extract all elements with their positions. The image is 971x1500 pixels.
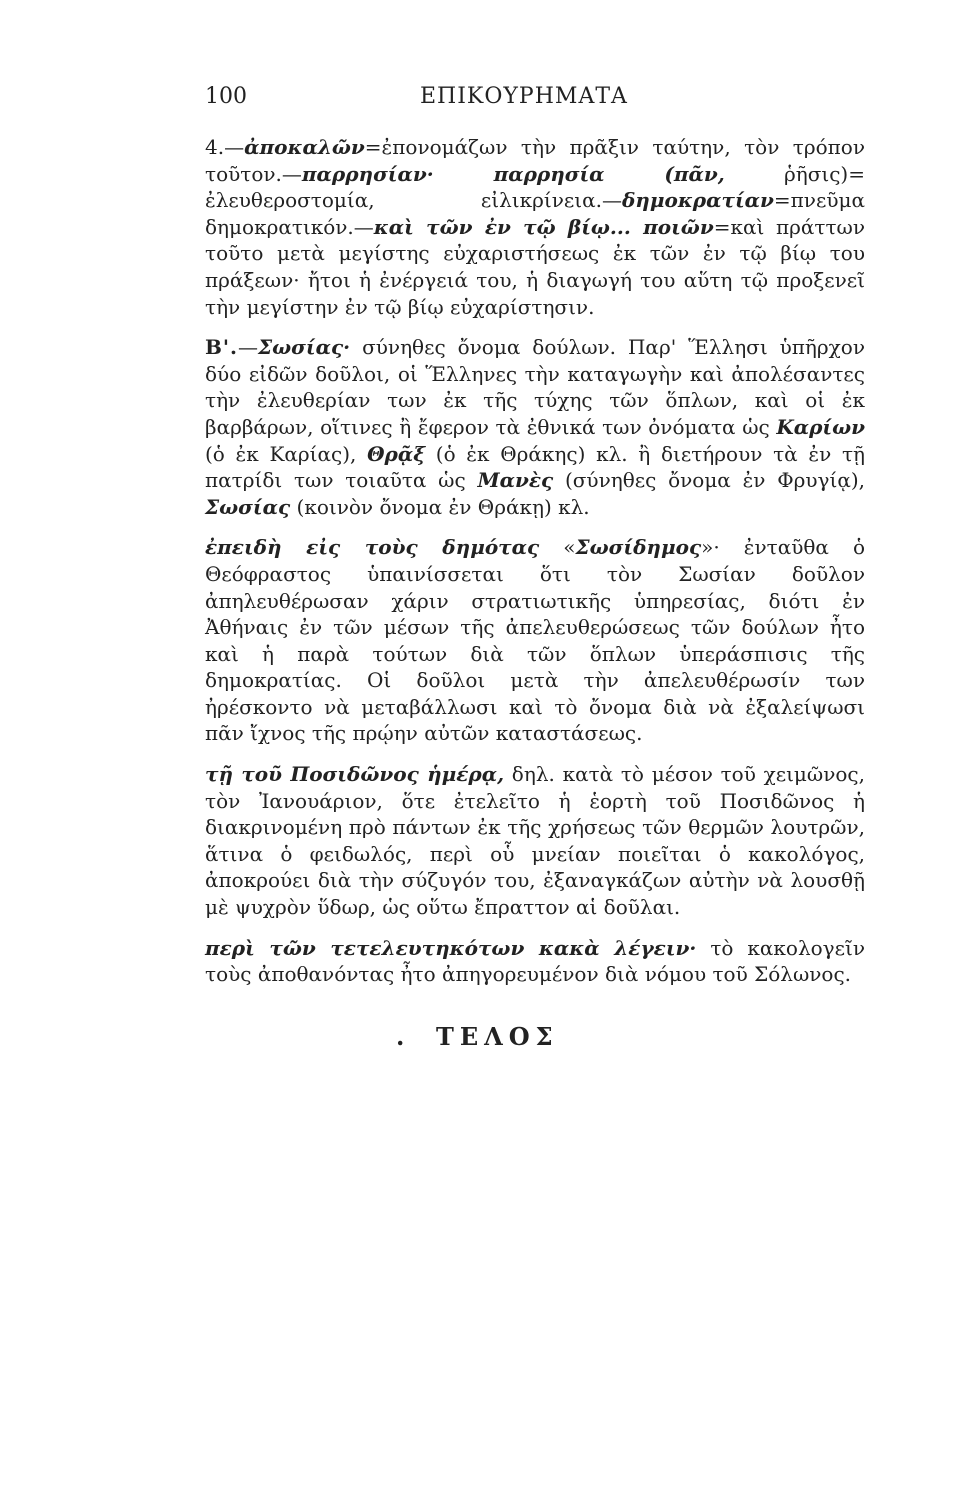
lemma: ἀποκαλῶν — [244, 135, 365, 159]
note-text: =καὶ πράττων τοῦτο μετὰ μεγίστης εὐχαριστήσεως ἐκ τῶν ἐν τῷ βίῳ του πράξεων· ἤτοι ἡ ἐνέργειά του, ἡ διαγωγή του αὕτη τῷ προξενεῖ τὴν μεγίστην ἐν τῷ βίῳ εὐχαρίστησιν. — [205, 214, 865, 319]
note-text: 4.— — [205, 135, 245, 159]
note-text: (ὁ ἐκ Καρίας), — [205, 441, 357, 466]
note-paragraph-demotes — [205, 534, 865, 747]
note-text: ῥῆσις)= ἐλευθεροστομία, εἰλικρίνεια.— — [205, 161, 865, 213]
name-term: Καρίων — [776, 414, 865, 439]
note-text: « — [539, 535, 576, 560]
name-term: Σωσίας — [205, 494, 291, 519]
note-text: (σύνηθες ὄνομα ἐν Φρυγίᾳ), — [553, 468, 865, 493]
note-text: (κοινὸν ὄνομα ἐν Θράκῃ) κλ. — [290, 494, 590, 519]
name-term: Σωσίδημος — [575, 535, 702, 560]
end-word: ΤΕΛΟΣ — [436, 1022, 559, 1051]
lemma: τῇ τοῦ Ποσιδῶνος ἡμέρᾳ, — [205, 762, 505, 787]
note-text: δηλ. κατὰ τὸ μέσον τοῦ χειμῶνος, τὸν Ἰανουάριον, ὅτε ἐτελεῖτο ἡ ἑορτὴ τοῦ Ποσιδῶνος ἡ διακρινομένη πρὸ πάντων ἐκ τῆς χρήσεως τῶν θερμῶν λουτρῶν, ἅτινα ὁ φειδωλός, περὶ οὗ μνείαν ποιεῖται ὁ κακολόγος, ἀποκρούει διὰ τὴν σύζυγόν του, ἐξαναγκάζων αὐτὴν νὰ λουσθῇ μὲ ψυχρὸν ὕδωρ, ὡς οὕτω ἔπραττον αἱ δοῦλαι. — [205, 762, 865, 920]
lemma: καὶ τῶν ἐν τῷ βίῳ... — [373, 214, 631, 239]
page-number: 100 — [205, 84, 247, 109]
page-header — [205, 84, 805, 120]
commentary-body — [205, 134, 865, 988]
end-dot: . — [396, 1022, 411, 1051]
lemma: ἐπειδὴ εἰς τοὺς δημότας — [205, 535, 540, 560]
running-title: ΕΠΙΚΟΥΡΗΜΑΤΑ — [420, 84, 628, 109]
note-paragraph-dead — [205, 935, 865, 988]
note-text: τὸ κακολογεῖν τοὺς ἀποθανόντας ἦτο ἀπηγορευμένον διὰ νόμου τοῦ Σόλωνος. — [205, 935, 865, 987]
lemma: δημοκρατίαν — [621, 188, 774, 213]
lemma: ποιῶν — [630, 214, 714, 239]
note-text: =πνεῦμα δημοκρατικόν.— — [205, 188, 865, 239]
note-paragraph-poseidon — [205, 761, 865, 921]
note-paragraph-4 — [205, 134, 865, 320]
section-letter: Β'. — [205, 335, 238, 360]
end-mark — [396, 1022, 596, 1054]
note-text: — — [238, 335, 258, 360]
lemma: περὶ τῶν τετελευτηκότων κακὰ λέγειν· — [205, 935, 697, 960]
lemma: παρρησίαν· παρρησία (πᾶν, — [301, 161, 725, 186]
note-text: (ὁ ἐκ Θράκης) κλ. ἢ διετήρουν τὰ ἐν τῇ πατρίδι των τοιαῦτα ὡς — [205, 441, 865, 493]
name-term: Θρᾷξ — [367, 441, 426, 466]
note-text: σύνηθες ὄνομα δούλων. Παρ' Ἕλλησι ὑπῆρχον δύο εἰδῶν δοῦλοι, οἱ Ἕλληνες τὴν καταγωγὴν καὶ ἀπολέσαντες τὴν ἐλευθερίαν των ἐκ τῆς τύχης τῶν ὅπλων, καὶ οἱ ἐκ βαρβάρων, οἵτινες ἢ ἔφερον τὰ ἐθνικά των ὀνόματα ὡς — [205, 335, 865, 439]
note-text: »· ἐνταῦθα ὁ Θεόφραστος ὑπαινίσσεται ὅτι τὸν Σωσίαν δοῦλον ἀπηλευθέρωσαν χάριν στρατιωτικῆς ὑπηρεσίας, διότι ἐν Ἀθήναις ἐν τῶν μέσων τῆς ἀπελευθερώσεως τῶν δούλων ἦτο καὶ ἡ παρὰ τούτων διὰ τῶν ὅπλων ὑπεράσπισις τῆς δημοκρατίας. Οἱ δοῦλοι μετὰ τὴν ἀπελευθέρωσίν των ἠρέσκοντο νὰ μεταβάλλωσι καὶ τὸ ὄνομα διὰ νὰ ἐξαλείψωσι πᾶν ἴχνος τῆς πρῴην αὐτῶν καταστάσεως. — [205, 535, 866, 746]
lemma: Σωσίας· — [258, 335, 351, 360]
note-paragraph-b — [205, 334, 865, 520]
note-text: =ἐπονομάζων τὴν πρᾶξιν ταύτην, τὸν τρόπον τοῦτον.— — [205, 135, 865, 186]
name-term: Μανὲς — [477, 468, 554, 493]
